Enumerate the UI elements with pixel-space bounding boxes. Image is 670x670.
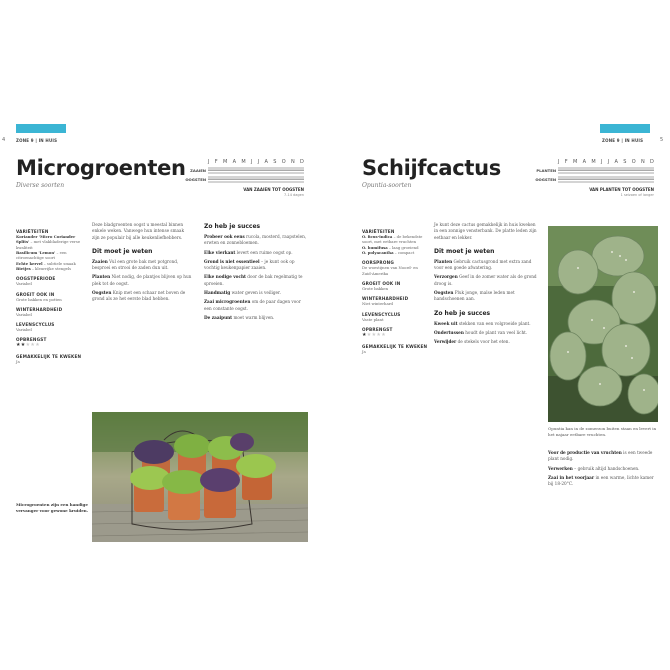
tip-item	[548, 466, 658, 472]
fact-label: OORSPRONG	[362, 260, 394, 266]
fact-text: Grote bakken en potten	[16, 296, 62, 302]
zone-label: ZONE 9 | IN HUIS	[602, 138, 644, 143]
tip-item	[92, 259, 192, 272]
calendar-footer: VAN ZAAIEN TOT OOGSTEN	[243, 187, 304, 192]
star-icon: ★	[25, 342, 31, 349]
text-column-1	[92, 222, 192, 306]
fact-lead: O. ficus-indica	[362, 234, 393, 239]
fact-label: LEVENSCYCLUS	[16, 322, 55, 328]
tip-lead: Planten	[92, 274, 111, 280]
intro-text: Deze bladgroenten oogst u meestal binnen enkele weken. Vanwege hun intense smaak zijn ze populair bij alle keukenliefhebbers.	[92, 222, 185, 240]
tip-text: om de paar dagen voor een constante oogst.	[204, 299, 301, 311]
fact-value	[16, 266, 82, 271]
tips-list	[434, 259, 538, 303]
calendar-month: D	[649, 159, 654, 165]
zone-label: ZONE 9 | IN HUIS	[16, 138, 58, 143]
tip-lead: Ondertussen	[434, 329, 464, 335]
tips-list	[548, 450, 658, 487]
star-icon: ★	[20, 342, 26, 349]
tip-lead: Zaaien	[92, 258, 108, 264]
calendar-month: F	[214, 159, 218, 165]
fact-value	[362, 349, 428, 354]
fact-text: Grote bakken	[362, 285, 389, 291]
tip-text: Knip met een schaar net boven de grond als ze het eerste blad hebben.	[92, 290, 186, 302]
calendar-month: A	[232, 159, 237, 165]
intro-text: Je kunt deze cactus gemakkelijk in huis kweken in een zonnige vensterbank. De platte leden zijn eetbaar en lekker.	[434, 222, 537, 240]
text-column-2	[548, 450, 658, 490]
fact-lead: Koriander 'Micro Coriander Splits'	[16, 234, 76, 245]
calendar-month: D	[299, 159, 304, 165]
star-icon: ★	[381, 331, 386, 338]
book-spread	[0, 118, 670, 548]
fact-value	[16, 250, 82, 261]
calendar-month: O	[281, 159, 286, 165]
fact-value	[16, 281, 82, 286]
tip-text: – gebruik altijd handschoenen.	[572, 465, 640, 471]
calendar-month: A	[614, 159, 618, 165]
fact-value	[16, 234, 82, 250]
fact-text: – laag groeiend	[387, 244, 419, 250]
rating-stars	[362, 332, 386, 338]
fact-value	[16, 359, 82, 364]
tip-text: levert een ruime oogst op.	[235, 249, 293, 255]
tip-lead: Handmatig	[204, 290, 231, 296]
section-heading: Dit moet je weten	[92, 247, 153, 255]
fact-value	[16, 342, 82, 349]
tip-lead: Probeer ook eens	[204, 234, 245, 239]
fact-text: – subtiele smaak	[42, 260, 76, 266]
sowing-calendar	[518, 159, 654, 197]
fact-text: – een citroenachtige soort	[16, 249, 67, 261]
fact-value	[362, 317, 428, 322]
tip-lead: Verwijder	[434, 339, 457, 345]
calendar-month: F	[564, 159, 568, 165]
calendar-month: J	[600, 159, 603, 165]
star-icon: ★	[30, 342, 36, 349]
calendar-month: N	[640, 159, 645, 165]
fact-text: Variabel	[16, 327, 32, 333]
calendar-row-label: OOGSTEN	[535, 177, 556, 182]
section-heading: Dit moet je weten	[434, 247, 495, 255]
fact-value	[362, 265, 428, 276]
tip-lead: Verzorgen	[434, 274, 458, 280]
tip-text: Vul een grote bak met potgrond, besproei en strooi de zaden dun uit.	[92, 258, 179, 271]
calendar-month: S	[623, 159, 627, 165]
star-icon: ★	[16, 342, 21, 349]
star-icon: ★	[366, 331, 372, 338]
fact-lead: O. humifusa	[362, 244, 388, 250]
calendar-sub: 1 seizoen of langer	[620, 193, 654, 197]
tips-list	[434, 321, 538, 346]
calendar-stripes	[558, 176, 654, 184]
fact-label: LEVENSCYCLUS	[362, 311, 401, 317]
tip-item	[434, 259, 538, 272]
tip-lead: Verwerken	[548, 465, 573, 471]
calendar-month: N	[290, 159, 295, 165]
tip-item	[92, 290, 192, 303]
tip-text: de stekels voor het eten.	[456, 339, 510, 345]
photo-caption: Opuntia kan in de zomerzon buiten staan en levert in het najaar eetbare vruchten.	[548, 426, 657, 437]
tip-lead: Oogsten	[92, 290, 112, 296]
tip-item	[204, 299, 308, 312]
fact-text: Variabel	[16, 281, 32, 287]
tip-item	[204, 274, 308, 287]
tip-lead: Oogsten	[434, 290, 454, 296]
tip-text: moet warm blijven.	[232, 314, 275, 320]
fact-value	[362, 332, 428, 339]
zone-tab	[16, 124, 66, 133]
tip-lead: Elke nodige vocht	[204, 274, 246, 280]
fact-lead: O. polyacantha	[362, 249, 394, 255]
fact-value	[16, 327, 82, 332]
calendar-sub: 7-14 dagen	[283, 193, 304, 197]
calendar-stripes	[558, 167, 654, 175]
rating-stars	[16, 342, 40, 348]
fact-lead: Echte kervel	[16, 260, 43, 266]
fact-value	[362, 234, 428, 245]
photo-caption: Microgroenten zijn een handige vervanger voor gewone kruiden.	[16, 502, 89, 513]
tip-item	[548, 450, 658, 463]
calendar-month: J	[208, 159, 210, 165]
star-icon: ★	[376, 331, 382, 338]
tip-text: Pluk jonge, malse leden met handschoenen aan.	[434, 290, 515, 302]
fact-label: VARIËTEITEN	[16, 229, 49, 234]
right-page	[340, 118, 662, 548]
tip-text: door de bak regelmatig te sproeien.	[204, 274, 303, 286]
calendar-stripes	[208, 176, 304, 184]
fact-label: OPBRENGST	[16, 337, 47, 343]
tip-lead: Elke vierkant	[204, 249, 236, 255]
tip-lead: Voor de productie van vruchten	[548, 450, 622, 455]
fact-value	[16, 312, 82, 317]
fact-label: VARIËTEITEN	[362, 229, 395, 234]
tip-item	[204, 234, 308, 247]
tip-item	[204, 250, 308, 256]
fact-text: Ja	[362, 348, 366, 354]
fact-label: OOGSTPERIODE	[16, 276, 56, 282]
text-column-1	[434, 222, 538, 349]
text-column-2	[204, 222, 308, 324]
calendar-month: J	[558, 159, 560, 165]
fact-text: Niet winterhard	[362, 301, 393, 307]
calendar-month: J	[607, 159, 610, 165]
fact-label: OPBRENGST	[362, 326, 393, 332]
tip-text: is een tweede plant nodig.	[548, 450, 653, 462]
calendar-month: M	[241, 159, 246, 165]
sowing-calendar	[168, 159, 304, 197]
fact-label: WINTERHARDHEID	[16, 306, 63, 312]
tip-item	[434, 330, 538, 336]
tip-text: Niet nodig, de plantjes blijven op hun plek tot de oogst.	[92, 274, 192, 286]
calendar-month: J	[257, 159, 260, 165]
page-title: Microgroenten	[16, 156, 186, 180]
tip-item	[434, 290, 538, 303]
calendar-months	[558, 159, 654, 166]
microgreens-image	[92, 412, 308, 542]
page-number: 4	[2, 137, 6, 143]
calendar-row	[168, 166, 304, 175]
star-icon: ★	[371, 331, 377, 338]
tip-item	[434, 339, 538, 345]
tip-text: in een warme, lichte kamer bij 18-20°C.	[548, 474, 654, 487]
page-number: 5	[660, 137, 664, 143]
fact-label: GEMAKKELIJK TE KWEKEN	[16, 354, 82, 360]
cactus-photo	[548, 226, 658, 422]
fact-label: GEMAKKELIJK TE KWEKEN	[362, 343, 428, 349]
fact-value	[362, 250, 428, 255]
tips-list	[204, 234, 308, 321]
calendar-stripes	[208, 167, 304, 175]
tip-item	[434, 274, 538, 287]
tip-lead: Grond is niet essentieel	[204, 258, 260, 264]
tip-text: Geef in de zomer water als de grond droog is.	[434, 274, 537, 286]
tip-text: water geven is veiliger.	[230, 290, 281, 296]
fact-text: – kleurrijke stengels	[30, 265, 72, 271]
tip-lead: Zaai in het voorjaar	[548, 474, 595, 480]
fact-label: GROEIT OOK IN	[16, 291, 55, 297]
calendar-row-label: OOGSTEN	[185, 177, 206, 182]
plant-facts-sidebar	[16, 224, 82, 365]
fact-label: WINTERHARDHEID	[362, 296, 409, 302]
tip-item	[92, 274, 192, 287]
tip-lead: Zaai microgroenten	[204, 299, 251, 305]
fact-value	[362, 286, 428, 291]
section-heading: Zo heb je succes	[434, 309, 491, 317]
page-title: Schijfcactus	[362, 156, 502, 180]
tip-item	[434, 321, 538, 327]
tip-item	[204, 290, 308, 296]
star-icon: ★	[35, 342, 40, 349]
tip-text: rucola, mosterd, raapstelen, erwten en zonnebloemen.	[204, 234, 307, 246]
tip-text: houdt de plant van veel licht.	[463, 329, 528, 335]
calendar-month: M	[222, 159, 228, 165]
calendar-month: M	[591, 159, 596, 165]
fact-value	[362, 301, 428, 306]
zone-tab	[600, 124, 650, 133]
tip-text: stekken van een volgroeide plant.	[457, 320, 531, 326]
fact-text: Ja	[16, 359, 20, 365]
fact-text: De woestijnen van Noord- en Zuid-Amerika	[362, 265, 418, 276]
tip-item	[548, 475, 658, 488]
latin-name: Opuntia-soorten	[362, 182, 412, 189]
section-heading: Zo heb je succes	[204, 223, 261, 230]
tip-text: Gebruik cactusgrond met extra zand voor een goede afwatering.	[434, 258, 532, 271]
cactus-image	[548, 226, 658, 422]
latin-name: Diverse soorten	[16, 182, 65, 189]
fact-text: – met vlakbladerige verse kwaliteit	[16, 239, 81, 250]
calendar-months	[208, 159, 304, 166]
fact-text: – de bekendste soort, met eetbare vruchten	[362, 234, 423, 245]
calendar-month: A	[582, 159, 587, 165]
tip-item	[204, 315, 308, 321]
fact-lead: Basilicum 'Lemon'	[16, 249, 56, 255]
calendar-month: M	[572, 159, 578, 165]
calendar-row	[518, 175, 654, 184]
tip-item	[204, 259, 308, 272]
left-page	[2, 118, 328, 548]
fact-value	[16, 297, 82, 302]
fact-text: – compact	[393, 249, 415, 255]
calendar-month: O	[631, 159, 636, 165]
microgreens-photo	[92, 412, 308, 542]
calendar-row-label: ZAAIEN	[190, 168, 206, 173]
tip-text: – je kunt ook op vochtig keukenpapier zaaien.	[204, 258, 295, 271]
tip-lead: Kweek uit	[434, 320, 458, 326]
fact-text: Vaste plant	[362, 316, 384, 322]
calendar-row	[168, 175, 304, 184]
calendar-month: A	[264, 159, 268, 165]
plant-facts-sidebar	[362, 224, 428, 354]
tips-list	[92, 259, 192, 303]
calendar-month: J	[250, 159, 253, 165]
tip-lead: Planten	[434, 258, 453, 264]
fact-label: GROEIT OOK IN	[362, 280, 401, 286]
calendar-row	[518, 166, 654, 175]
star-icon: ★	[362, 331, 367, 338]
calendar-footer: VAN PLANTEN TOT OOGSTEN	[589, 187, 654, 192]
fact-lead: Bietjes	[16, 265, 31, 271]
calendar-row-label: PLANTEN	[536, 168, 556, 173]
calendar-month: S	[273, 159, 277, 165]
tip-lead: De zaaipunt	[204, 314, 233, 320]
fact-text: Variabel	[16, 311, 32, 317]
